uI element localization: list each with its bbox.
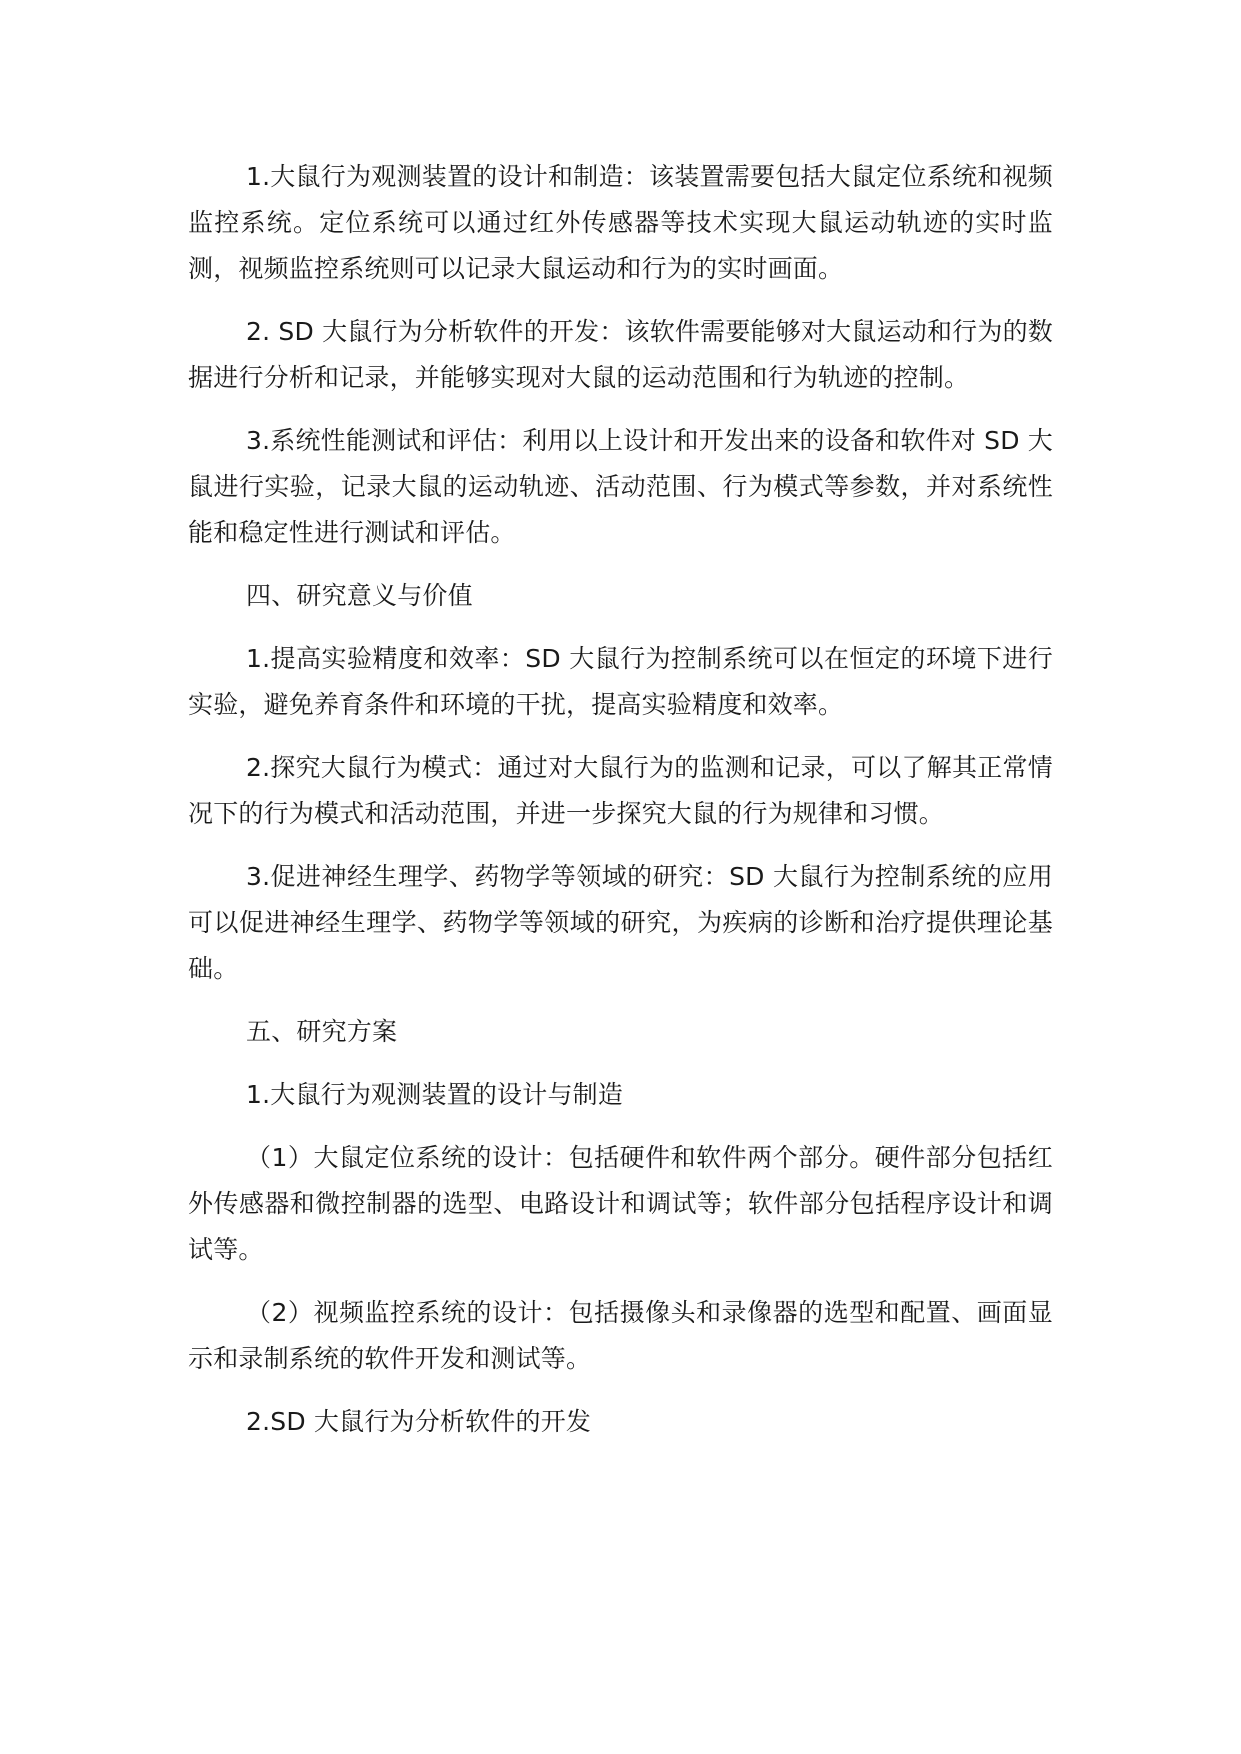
- paragraph-positioning-system: （1）大鼠定位系统的设计：包括硬件和软件两个部分。硬件部分包括红外传感器和微控制器的选型、电路设计和调试等；软件部分包括程序设计和调试等。: [188, 1143, 1053, 1264]
- paragraph-video-monitoring: （2）视频监控系统的设计：包括摄像头和录像器的选型和配置、画面显示和录制系统的软件开发和测试等。: [188, 1298, 1053, 1373]
- paragraph-behavior-patterns: 2.探究大鼠行为模式：通过对大鼠行为的监测和记录，可以了解其正常情况下的行为模式和活动范围，并进一步探究大鼠的行为规律和习惯。: [188, 753, 1053, 828]
- paragraph-software-development: 2. SD 大鼠行为分析软件的开发：该软件需要能够对大鼠运动和行为的数据进行分析和记录，并能够实现对大鼠的运动范围和行为轨迹的控制。: [188, 317, 1053, 392]
- paragraph-device-design: 1.大鼠行为观测装置的设计和制造：该装置需要包括大鼠定位系统和视频监控系统。定位系统可以通过红外传感器等技术实现大鼠运动轨迹的实时监测，视频监控系统则可以记录大鼠运动和行为的实时画面。: [188, 162, 1053, 283]
- document-body: [188, 154, 1053, 1462]
- paragraph-performance-testing: 3.系统性能测试和评估：利用以上设计和开发出来的设备和软件对 SD 大鼠进行实验，记录大鼠的运动轨迹、活动范围、行为模式等参数，并对系统性能和稳定性进行测试和评估。: [188, 426, 1053, 547]
- section-heading-research-plan: 五、研究方案: [246, 1017, 398, 1046]
- paragraph-plan-software: 2.SD 大鼠行为分析软件的开发: [246, 1407, 592, 1436]
- paragraph-plan-device-design: 1.大鼠行为观测装置的设计与制造: [246, 1080, 624, 1109]
- section-heading-significance: 四、研究意义与价值: [246, 581, 473, 610]
- paragraph-accuracy-efficiency: 1.提高实验精度和效率：SD 大鼠行为控制系统可以在恒定的环境下进行实验，避免养育条件和环境的干扰，提高实验精度和效率。: [188, 644, 1053, 719]
- paragraph-research-promotion: 3.促进神经生理学、药物学等领域的研究：SD 大鼠行为控制系统的应用可以促进神经生理学、药物学等领域的研究，为疾病的诊断和治疗提供理论基础。: [188, 862, 1053, 983]
